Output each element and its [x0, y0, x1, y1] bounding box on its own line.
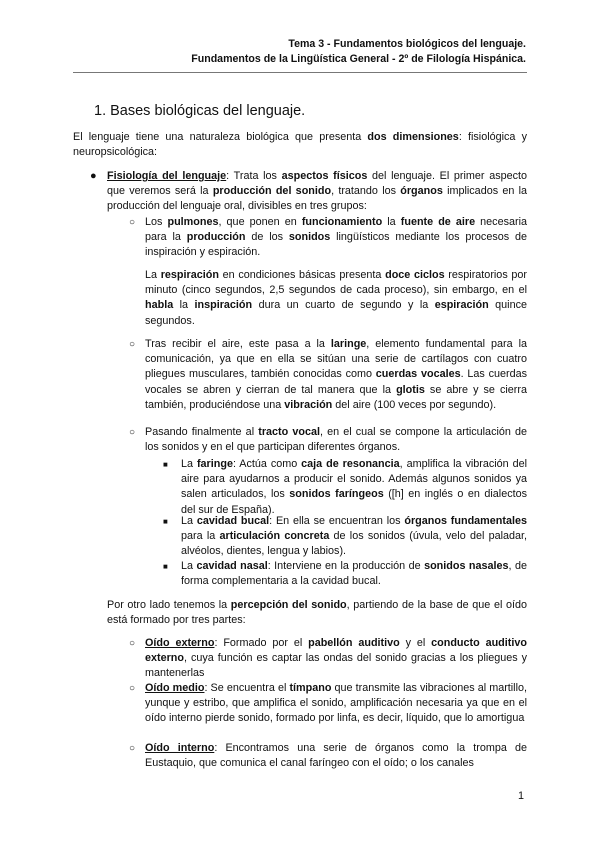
- oido-medio-paragraph: [145, 681, 527, 727]
- text: de los: [245, 231, 289, 244]
- bold-text: funcionamiento: [301, 216, 383, 228]
- bold-text: órganos fundamentales: [404, 515, 527, 527]
- bold-text: faringe: [196, 458, 233, 470]
- bullet-disc-icon: ●: [90, 170, 97, 182]
- text: : Encontramos una serie de órganos como la trompa de Eustaquio, que comunica el canal faríngeo con el oído; o los canales: [145, 742, 527, 770]
- bold-text: conducto auditivo externo: [145, 637, 527, 665]
- bold-text: fuente de aire: [400, 216, 476, 228]
- bold-text: glotis: [396, 383, 425, 396]
- text: respiratorios por minuto (cinco segundos, 2,5 segundos de cada proceso), sin embargo, en el: [145, 269, 528, 297]
- text: : Interviene en la producción de: [267, 560, 425, 572]
- bold-text: vibración: [284, 398, 333, 411]
- header-rule: [73, 72, 527, 73]
- bold-text: Oído interno: [145, 742, 215, 754]
- bold-text: respiración: [160, 269, 219, 281]
- text: : Formado por el: [214, 637, 309, 649]
- text: , cuya función es captar las ondas del sonido gracias a los pliegues y mantenerlas: [145, 652, 527, 680]
- bold-text: cuerdas vocales: [375, 368, 461, 381]
- bold-text: Oído medio: [145, 682, 205, 694]
- bold-text: cavidad nasal: [196, 560, 268, 572]
- text: para la: [181, 530, 220, 543]
- text: que transmite las vibraciones al martillo, yunque y estribo, que amplifica el sonido, amplificación necesaria ya que en el oído interno pierde sonido, formado por linfa, es decir, líquido, que lo amortigua: [145, 682, 527, 725]
- oido-interno-paragraph: [145, 741, 527, 771]
- tracto-paragraph: [145, 425, 527, 455]
- text: dura un cuarto de segundo y la: [252, 299, 435, 312]
- fisiologia-paragraph: [107, 169, 527, 215]
- text: . Las cuerdas vocales se abren y cierran de tal manera que la: [145, 368, 527, 396]
- text: lingüísticos mediante los procesos de inspiración y espiración.: [145, 231, 527, 259]
- text: ([h] en inglés o en dialectos del sur de España).: [181, 488, 527, 516]
- section-title: 1. Bases biológicas del lenguaje.: [94, 103, 306, 119]
- text: La: [145, 269, 161, 281]
- bullet-square-icon: ■: [163, 460, 168, 469]
- bullet-circle-icon: ○: [129, 743, 136, 754]
- text: del aire (100 veces por segundo).: [332, 398, 497, 411]
- text: La: [181, 458, 197, 470]
- respiracion-paragraph: [145, 268, 527, 329]
- text: la: [382, 216, 401, 228]
- text: , elemento fundamental para la comunicación, ya que en ella se sitúan una serie de cartílagos con cuatro pliegues musculares, también conocidas como: [145, 338, 527, 381]
- header-course: Fundamentos de la Lingüística General - 2º de Filología Hispánica.: [191, 53, 526, 65]
- text: , de forma complementaria a la cavidad bucal.: [181, 560, 528, 588]
- text: del lenguaje. El primer aspecto que veremos será la: [107, 170, 528, 198]
- intro-paragraph: [73, 130, 527, 160]
- bullet-circle-icon: ○: [129, 683, 136, 694]
- text: Tras recibir el aire, este pasa a la: [145, 338, 331, 350]
- bold-text: inspiración: [194, 299, 253, 312]
- page-header: [191, 37, 526, 67]
- text: de los sonidos (úvula, velo del paladar, alvéolos, dientes, lengua y labios).: [181, 530, 528, 558]
- page-number: 1: [517, 790, 524, 802]
- text: , tratando los: [331, 185, 401, 198]
- bold-text: producción del sonido: [212, 185, 332, 198]
- text: Por otro lado tenemos la: [107, 599, 231, 611]
- bullet-circle-icon: ○: [129, 427, 136, 438]
- text: la: [173, 299, 195, 312]
- text: : Se encuentra el: [204, 682, 290, 694]
- faringe-paragraph: [181, 457, 527, 518]
- bullet-circle-icon: ○: [129, 339, 136, 350]
- text: se abre y se cierra también, produciéndose una: [145, 383, 527, 411]
- bold-text: tracto vocal: [258, 426, 320, 438]
- bold-text: pulmones: [167, 216, 219, 228]
- bullet-square-icon: ■: [163, 562, 168, 571]
- text: , partiendo de la base de que el oído está formado por tres partes:: [107, 599, 527, 627]
- text: , amplifica la vibración del aire para ayudarnos a producir el sonido. Además algunos sonidos ya salen articulados, los: [181, 458, 528, 501]
- bullet-circle-icon: ○: [129, 638, 136, 649]
- text: : Trata los: [226, 170, 282, 182]
- bold-text: articulación concreta: [219, 530, 330, 543]
- text: , en el cual se compone la articulación de los sonidos y en el que participan diferentes órganos.: [145, 426, 528, 454]
- bullet-square-icon: ■: [163, 517, 168, 526]
- text: y el: [399, 637, 432, 649]
- header-topic: Tema 3 - Fundamentos biológicos del lenguaje.: [288, 38, 526, 50]
- bold-text: sonidos nasales: [424, 560, 509, 572]
- bold-text: habla: [145, 299, 174, 312]
- percepcion-paragraph: [107, 598, 527, 628]
- bold-text: pabellón auditivo: [308, 637, 400, 649]
- bold-text: caja de resonancia: [301, 458, 400, 470]
- text: Pasando finalmente al: [145, 426, 259, 438]
- text: : En ella se encuentran los: [269, 515, 405, 527]
- bold-text: sonidos: [288, 231, 331, 244]
- text: : Actúa como: [232, 458, 302, 470]
- intro-text: : fisiológica y neuropsicológica:: [73, 131, 527, 159]
- bold-text: producción: [186, 231, 246, 244]
- fisiologia-heading: Fisiología del lenguaje: [107, 170, 227, 182]
- text: quince segundos.: [145, 299, 527, 327]
- text: La: [181, 560, 197, 572]
- bold-text: percepción del sonido: [230, 599, 347, 611]
- text: La: [181, 515, 197, 527]
- bold-text: aspectos físicos: [281, 170, 368, 182]
- text: necesaria para la: [145, 216, 527, 244]
- bold-text: órganos: [400, 185, 443, 198]
- text: implicados en la producción del lenguaje oral, divisibles en tres grupos:: [107, 185, 527, 213]
- bucal-paragraph: [181, 514, 527, 560]
- text: , que ponen en: [218, 216, 302, 228]
- pulmones-paragraph: [145, 215, 527, 261]
- laringe-paragraph: [145, 337, 527, 413]
- text: Los: [145, 216, 168, 228]
- text: en condiciones básicas presenta: [218, 269, 386, 281]
- intro-bold: dos dimensiones: [367, 131, 459, 143]
- bold-text: doce ciclos: [385, 269, 445, 281]
- bold-text: sonidos faríngeos: [289, 488, 384, 501]
- nasal-paragraph: [181, 559, 527, 589]
- bold-text: cavidad bucal: [196, 515, 270, 527]
- bold-text: tímpano: [289, 682, 332, 694]
- intro-text: El lenguaje tiene una naturaleza biológica que presenta: [73, 131, 368, 143]
- oido-externo-paragraph: [145, 636, 527, 682]
- bold-text: espiración: [434, 299, 489, 312]
- bold-text: laringe: [330, 338, 367, 350]
- bold-text: Oído externo: [145, 637, 215, 649]
- bullet-circle-icon: ○: [129, 217, 136, 228]
